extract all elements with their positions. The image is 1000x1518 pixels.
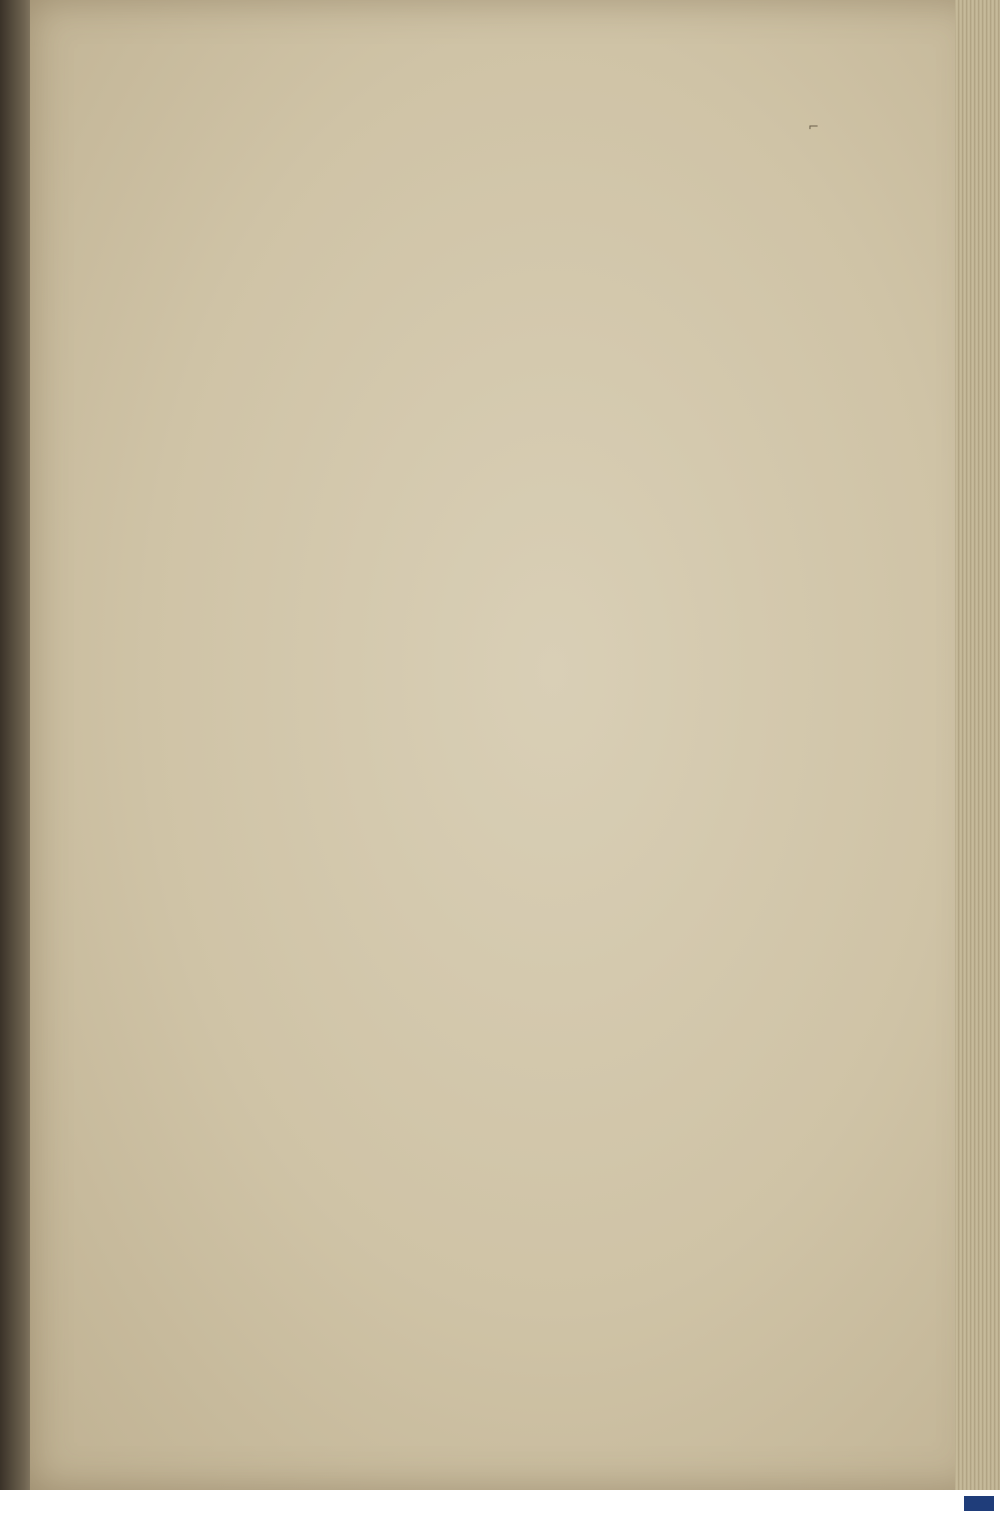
previous-page-gutter-text: [0, 90, 30, 1290]
margin-mark: ⌐: [808, 120, 819, 135]
footer-bar: [0, 1490, 1000, 1518]
dfg-logo: [964, 1496, 994, 1511]
page-edges: [955, 0, 1000, 1490]
book-page: [30, 0, 980, 1490]
